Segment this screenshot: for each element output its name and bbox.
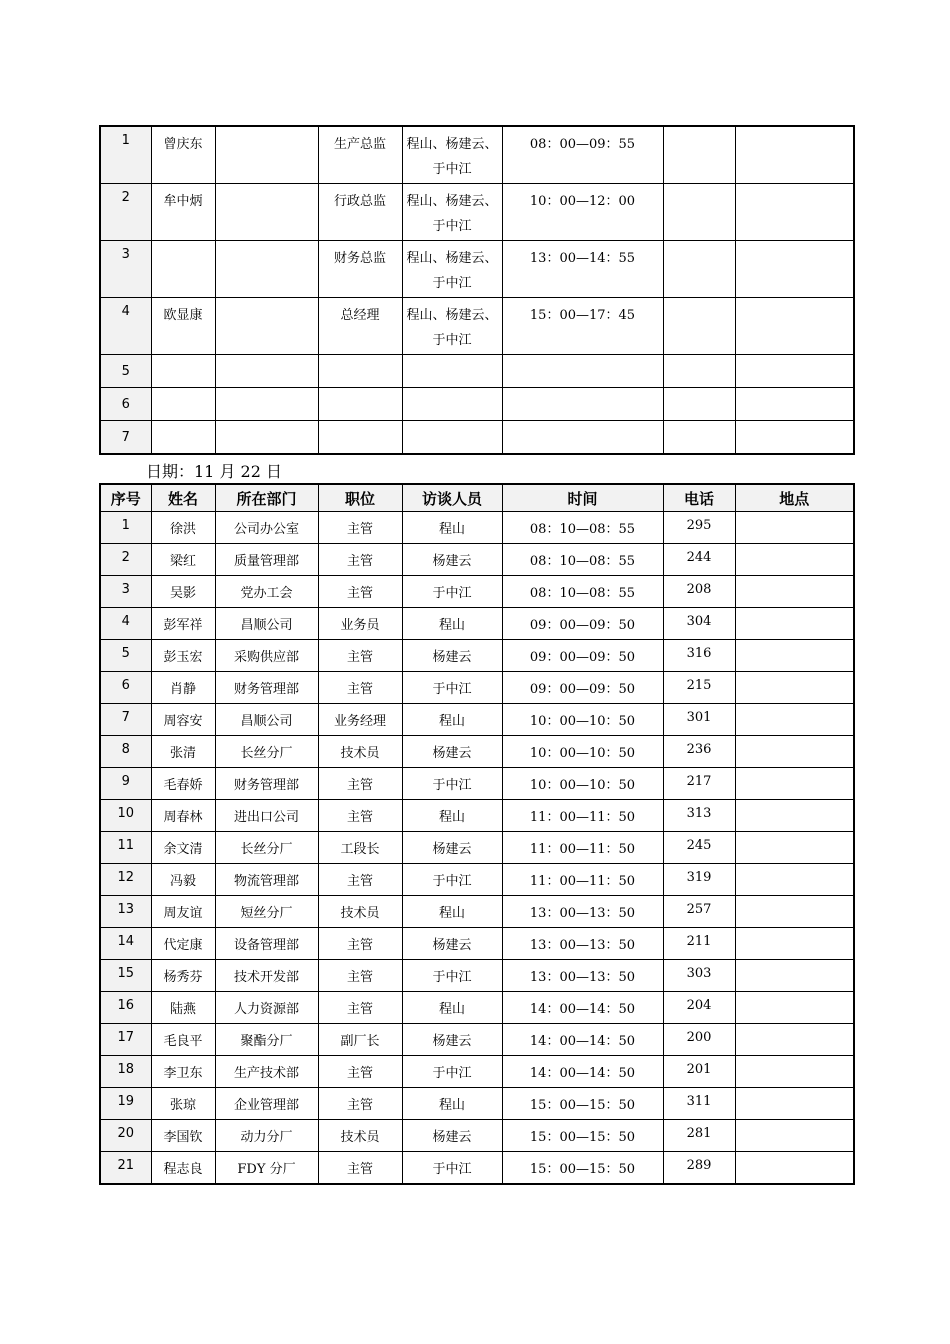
table-row <box>100 512 854 544</box>
cell-time: 08：10—08：55 <box>502 512 663 544</box>
cell-interviewer: 杨建云 <box>402 1024 502 1056</box>
table-row <box>100 992 854 1024</box>
table-row <box>100 928 854 960</box>
table-row <box>100 1120 854 1152</box>
table-row <box>100 768 854 800</box>
cell-phone: 215 <box>663 672 735 704</box>
cell-position: 主管 <box>318 1088 402 1120</box>
cell-position: 主管 <box>318 992 402 1024</box>
cell-interviewer: 程山 <box>402 512 502 544</box>
cell-name: 程志良 <box>151 1152 215 1184</box>
cell-name <box>151 421 215 455</box>
cell-place <box>735 1024 854 1056</box>
cell-position: 主管 <box>318 672 402 704</box>
cell-name <box>151 388 215 421</box>
cell-name: 彭玉宏 <box>151 640 215 672</box>
cell-dept: 物流管理部 <box>215 864 318 896</box>
date-line: 日期：11 月 22 日 <box>146 462 282 481</box>
cell-interviewer <box>402 388 502 421</box>
header-name: 姓名 <box>151 484 215 512</box>
cell-phone: 200 <box>663 1024 735 1056</box>
cell-interviewer <box>402 355 502 388</box>
cell-interviewer: 杨建云 <box>402 736 502 768</box>
cell-position: 主管 <box>318 768 402 800</box>
cell-place <box>735 640 854 672</box>
cell-dept: 长丝分厂 <box>215 736 318 768</box>
cell-time: 09：00—09：50 <box>502 608 663 640</box>
cell-phone: 217 <box>663 768 735 800</box>
cell-place <box>735 421 854 455</box>
cell-phone: 303 <box>663 960 735 992</box>
cell-time <box>502 421 663 455</box>
table-row <box>100 355 854 388</box>
cell-time: 08：00—09：55 <box>502 126 663 184</box>
cell-phone: 204 <box>663 992 735 1024</box>
cell-no: 1 <box>100 512 151 544</box>
cell-position <box>318 421 402 455</box>
cell-name: 肖静 <box>151 672 215 704</box>
table-row <box>100 704 854 736</box>
cell-no: 17 <box>100 1024 151 1056</box>
cell-place <box>735 864 854 896</box>
cell-phone <box>663 298 735 355</box>
table-row <box>100 896 854 928</box>
cell-place <box>735 576 854 608</box>
cell-phone <box>663 184 735 241</box>
interview-schedule-table-1 <box>99 125 855 455</box>
cell-dept: 生产技术部 <box>215 1056 318 1088</box>
cell-no: 6 <box>100 388 151 421</box>
interviewer-line: 程山、杨建云、 <box>406 137 498 152</box>
cell-no: 19 <box>100 1088 151 1120</box>
cell-no: 21 <box>100 1152 151 1184</box>
cell-no: 3 <box>100 241 151 298</box>
cell-phone: 201 <box>663 1056 735 1088</box>
cell-dept: 动力分厂 <box>215 1120 318 1152</box>
cell-phone: 319 <box>663 864 735 896</box>
table-row <box>100 1152 854 1184</box>
cell-interviewer: 于中江 <box>402 960 502 992</box>
table-row <box>100 184 854 241</box>
cell-time: 13：00—13：50 <box>502 896 663 928</box>
cell-dept: 人力资源部 <box>215 992 318 1024</box>
cell-time: 14：00—14：50 <box>502 992 663 1024</box>
header-time: 时间 <box>502 484 663 512</box>
cell-interviewer: 于中江 <box>402 1056 502 1088</box>
cell-name: 张琼 <box>151 1088 215 1120</box>
cell-time: 10：00—10：50 <box>502 704 663 736</box>
cell-name: 梁红 <box>151 544 215 576</box>
table-row <box>100 800 854 832</box>
table-row <box>100 736 854 768</box>
cell-place <box>735 388 854 421</box>
cell-interviewer: 杨建云 <box>402 928 502 960</box>
interviewer-line: 于中江 <box>432 333 472 348</box>
table-row <box>100 672 854 704</box>
cell-interviewer <box>402 298 502 355</box>
cell-position: 主管 <box>318 960 402 992</box>
cell-time: 14：00—14：50 <box>502 1056 663 1088</box>
cell-position: 主管 <box>318 1056 402 1088</box>
cell-no: 12 <box>100 864 151 896</box>
cell-name: 陆燕 <box>151 992 215 1024</box>
cell-no: 10 <box>100 800 151 832</box>
cell-phone: 257 <box>663 896 735 928</box>
cell-phone: 301 <box>663 704 735 736</box>
cell-no: 2 <box>100 184 151 241</box>
cell-no: 1 <box>100 126 151 184</box>
cell-place <box>735 704 854 736</box>
cell-name: 彭军祥 <box>151 608 215 640</box>
cell-dept: 短丝分厂 <box>215 896 318 928</box>
cell-name: 欧显康 <box>151 298 215 355</box>
cell-phone: 295 <box>663 512 735 544</box>
cell-name: 周容安 <box>151 704 215 736</box>
cell-position: 技术员 <box>318 896 402 928</box>
cell-no: 4 <box>100 298 151 355</box>
cell-place <box>735 768 854 800</box>
cell-place <box>735 184 854 241</box>
cell-no: 6 <box>100 672 151 704</box>
cell-phone: 313 <box>663 800 735 832</box>
cell-place <box>735 1088 854 1120</box>
cell-no: 7 <box>100 421 151 455</box>
cell-interviewer: 于中江 <box>402 576 502 608</box>
cell-time: 15：00—17：45 <box>502 298 663 355</box>
cell-dept: 聚酯分厂 <box>215 1024 318 1056</box>
cell-no: 18 <box>100 1056 151 1088</box>
cell-position: 主管 <box>318 800 402 832</box>
cell-place <box>735 896 854 928</box>
cell-place <box>735 992 854 1024</box>
header-position: 职位 <box>318 484 402 512</box>
table-row <box>100 1024 854 1056</box>
cell-dept: 质量管理部 <box>215 544 318 576</box>
cell-time: 15：00—15：50 <box>502 1088 663 1120</box>
cell-no: 2 <box>100 544 151 576</box>
cell-dept: 党办工会 <box>215 576 318 608</box>
cell-no: 16 <box>100 992 151 1024</box>
cell-interviewer: 杨建云 <box>402 1120 502 1152</box>
cell-place <box>735 832 854 864</box>
header-no: 序号 <box>100 484 151 512</box>
header-place: 地点 <box>735 484 854 512</box>
table-row <box>100 388 854 421</box>
cell-name: 余文清 <box>151 832 215 864</box>
cell-phone <box>663 421 735 455</box>
cell-position: 主管 <box>318 928 402 960</box>
cell-position: 主管 <box>318 864 402 896</box>
cell-phone: 244 <box>663 544 735 576</box>
cell-interviewer <box>402 241 502 298</box>
table-row <box>100 960 854 992</box>
cell-time: 15：00—15：50 <box>502 1152 663 1184</box>
cell-dept: 进出口公司 <box>215 800 318 832</box>
interviewer-line: 程山、杨建云、 <box>406 194 498 209</box>
header-row <box>100 484 854 512</box>
cell-time: 13：00—13：50 <box>502 928 663 960</box>
cell-no: 8 <box>100 736 151 768</box>
cell-no: 15 <box>100 960 151 992</box>
cell-dept: 企业管理部 <box>215 1088 318 1120</box>
cell-place <box>735 241 854 298</box>
cell-place <box>735 736 854 768</box>
cell-place <box>735 1120 854 1152</box>
cell-time: 10：00—10：50 <box>502 736 663 768</box>
cell-position: 生产总监 <box>318 126 402 184</box>
cell-place <box>735 512 854 544</box>
cell-place <box>735 960 854 992</box>
table-row <box>100 1056 854 1088</box>
cell-name: 张清 <box>151 736 215 768</box>
cell-interviewer: 于中江 <box>402 864 502 896</box>
table-row <box>100 608 854 640</box>
cell-time: 09：00—09：50 <box>502 640 663 672</box>
cell-phone: 236 <box>663 736 735 768</box>
interviewer-line: 于中江 <box>432 162 472 177</box>
cell-position: 副厂长 <box>318 1024 402 1056</box>
cell-place <box>735 298 854 355</box>
cell-dept: 昌顺公司 <box>215 608 318 640</box>
cell-time: 13：00—14：55 <box>502 241 663 298</box>
cell-name: 吴影 <box>151 576 215 608</box>
cell-position: 总经理 <box>318 298 402 355</box>
cell-dept: 技术开发部 <box>215 960 318 992</box>
cell-dept: FDY 分厂 <box>215 1152 318 1184</box>
interviewer-line: 程山、杨建云、 <box>406 251 498 266</box>
cell-interviewer: 程山 <box>402 1088 502 1120</box>
cell-interviewer: 杨建云 <box>402 832 502 864</box>
cell-dept <box>215 421 318 455</box>
header-phone: 电话 <box>663 484 735 512</box>
table-row <box>100 241 854 298</box>
table-row <box>100 832 854 864</box>
interview-schedule-table-2 <box>99 483 855 1185</box>
cell-phone: 311 <box>663 1088 735 1120</box>
cell-time: 08：10—08：55 <box>502 544 663 576</box>
cell-no: 3 <box>100 576 151 608</box>
cell-dept: 设备管理部 <box>215 928 318 960</box>
cell-dept: 长丝分厂 <box>215 832 318 864</box>
cell-dept: 财务管理部 <box>215 768 318 800</box>
cell-position <box>318 388 402 421</box>
cell-name <box>151 355 215 388</box>
cell-position: 主管 <box>318 1152 402 1184</box>
cell-no: 14 <box>100 928 151 960</box>
cell-interviewer: 杨建云 <box>402 544 502 576</box>
table-row <box>100 421 854 455</box>
cell-phone: 245 <box>663 832 735 864</box>
cell-name: 毛良平 <box>151 1024 215 1056</box>
cell-time: 09：00—09：50 <box>502 672 663 704</box>
cell-place <box>735 355 854 388</box>
cell-phone <box>663 355 735 388</box>
table-row <box>100 640 854 672</box>
cell-place <box>735 800 854 832</box>
cell-position <box>318 355 402 388</box>
cell-position: 工段长 <box>318 832 402 864</box>
cell-time: 11：00—11：50 <box>502 832 663 864</box>
cell-no: 11 <box>100 832 151 864</box>
cell-name: 曾庆东 <box>151 126 215 184</box>
cell-name: 徐洪 <box>151 512 215 544</box>
table-row <box>100 544 854 576</box>
table-row <box>100 126 854 184</box>
cell-dept <box>215 355 318 388</box>
cell-position: 技术员 <box>318 1120 402 1152</box>
cell-time: 11：00—11：50 <box>502 800 663 832</box>
cell-phone <box>663 126 735 184</box>
cell-time: 14：00—14：50 <box>502 1024 663 1056</box>
cell-time: 08：10—08：55 <box>502 576 663 608</box>
cell-place <box>735 928 854 960</box>
cell-position: 行政总监 <box>318 184 402 241</box>
cell-interviewer: 于中江 <box>402 1152 502 1184</box>
table-row <box>100 298 854 355</box>
cell-phone: 304 <box>663 608 735 640</box>
cell-name: 冯毅 <box>151 864 215 896</box>
cell-position: 业务员 <box>318 608 402 640</box>
cell-position: 财务总监 <box>318 241 402 298</box>
cell-time: 13：00—13：50 <box>502 960 663 992</box>
cell-name <box>151 241 215 298</box>
cell-position: 主管 <box>318 576 402 608</box>
cell-interviewer <box>402 126 502 184</box>
cell-dept: 公司办公室 <box>215 512 318 544</box>
cell-interviewer: 程山 <box>402 992 502 1024</box>
cell-interviewer <box>402 184 502 241</box>
cell-position: 主管 <box>318 640 402 672</box>
cell-interviewer <box>402 421 502 455</box>
cell-name: 周友谊 <box>151 896 215 928</box>
cell-time <box>502 355 663 388</box>
cell-place <box>735 672 854 704</box>
cell-no: 5 <box>100 640 151 672</box>
cell-place <box>735 1152 854 1184</box>
cell-phone: 316 <box>663 640 735 672</box>
cell-name: 李国钦 <box>151 1120 215 1152</box>
cell-dept: 财务管理部 <box>215 672 318 704</box>
cell-phone <box>663 388 735 421</box>
cell-interviewer: 于中江 <box>402 768 502 800</box>
cell-name: 杨秀芬 <box>151 960 215 992</box>
cell-no: 9 <box>100 768 151 800</box>
cell-no: 4 <box>100 608 151 640</box>
cell-no: 13 <box>100 896 151 928</box>
cell-interviewer: 程山 <box>402 704 502 736</box>
table-row <box>100 576 854 608</box>
cell-dept <box>215 388 318 421</box>
cell-dept <box>215 298 318 355</box>
cell-no: 20 <box>100 1120 151 1152</box>
cell-time: 10：00—10：50 <box>502 768 663 800</box>
cell-dept <box>215 184 318 241</box>
cell-position: 主管 <box>318 512 402 544</box>
cell-dept: 昌顺公司 <box>215 704 318 736</box>
header-dept: 所在部门 <box>215 484 318 512</box>
cell-interviewer: 于中江 <box>402 672 502 704</box>
cell-interviewer: 程山 <box>402 608 502 640</box>
cell-time: 11：00—11：50 <box>502 864 663 896</box>
cell-time: 15：00—15：50 <box>502 1120 663 1152</box>
header-interviewer: 访谈人员 <box>402 484 502 512</box>
cell-place <box>735 126 854 184</box>
cell-phone <box>663 241 735 298</box>
cell-name: 周春林 <box>151 800 215 832</box>
cell-name: 李卫东 <box>151 1056 215 1088</box>
interviewer-line: 程山、杨建云、 <box>406 308 498 323</box>
cell-name: 牟中炳 <box>151 184 215 241</box>
cell-interviewer: 杨建云 <box>402 640 502 672</box>
table-row <box>100 864 854 896</box>
interviewer-line: 于中江 <box>432 276 472 291</box>
table-row <box>100 1088 854 1120</box>
cell-time: 10：00—12：00 <box>502 184 663 241</box>
cell-place <box>735 544 854 576</box>
cell-no: 5 <box>100 355 151 388</box>
cell-dept <box>215 126 318 184</box>
cell-position: 业务经理 <box>318 704 402 736</box>
cell-position: 主管 <box>318 544 402 576</box>
cell-interviewer: 程山 <box>402 800 502 832</box>
cell-place <box>735 1056 854 1088</box>
cell-name: 毛春娇 <box>151 768 215 800</box>
interviewer-line: 于中江 <box>432 219 472 234</box>
cell-phone: 289 <box>663 1152 735 1184</box>
cell-place <box>735 608 854 640</box>
cell-no: 7 <box>100 704 151 736</box>
cell-phone: 281 <box>663 1120 735 1152</box>
cell-name: 代定康 <box>151 928 215 960</box>
cell-dept <box>215 241 318 298</box>
cell-time <box>502 388 663 421</box>
cell-position: 技术员 <box>318 736 402 768</box>
cell-dept: 采购供应部 <box>215 640 318 672</box>
cell-interviewer: 程山 <box>402 896 502 928</box>
cell-phone: 211 <box>663 928 735 960</box>
cell-phone: 208 <box>663 576 735 608</box>
